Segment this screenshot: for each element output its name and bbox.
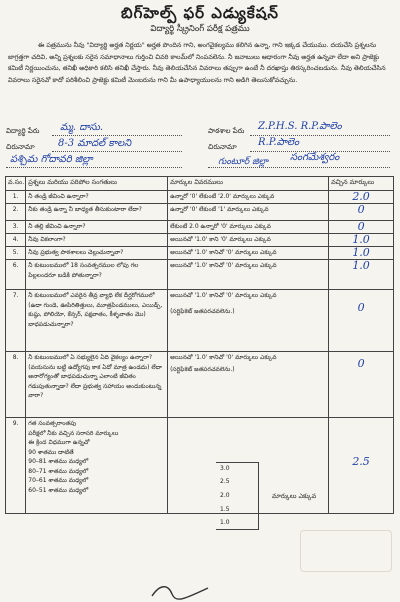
table-row — [6, 290, 394, 352]
signature-mark — [150, 582, 210, 600]
row-marks: అయినచో '1.0' కానిచో '0' మార్కులు ఎక్కువ — [170, 292, 277, 299]
row-question: నీ కుటుంబములో ఏ సభ్యులైన ఏది వైకల్యం ఉన్నారా? (వయసును బట్టి ఉద్యోగపు కాక ఏదో మాత్ర ఉండదు) లేదా అనారోగ్యంతో బాధపడుచున్నా ఎలాంటి జీవితం గడుపుతున్నాడా? లేదా ప్రభుత్వ సహాయం అందుకుంటున్న వారా? — [26, 352, 168, 418]
question-line: 60–51 శాతము మధ్యలో — [28, 486, 89, 494]
row-sno: 3. — [6, 221, 26, 234]
scale-value: 2.5 — [220, 478, 230, 485]
question-line: 70–61 శాతము మధ్యలో — [28, 477, 89, 484]
row-question: నీ తల్లి జీవించి ఉన్నారా? — [26, 221, 168, 234]
question-line: గత సంవత్సరాంతపు — [28, 420, 77, 427]
row-score: 0 — [357, 357, 365, 370]
row-marks-note: (సర్టిఫికెట్ జతపరచవలెను.) — [170, 365, 235, 373]
instructions-paragraph: ఈ పత్రమును నీవు "విద్యార్థి అర్హత నిర్ణయ" అర్హత పొందిన గాని, అంగవైకల్యము కలిగిన ఉన్నా, గాని ఇక్కడ చేయుము. దయచేసి ప్రశ్నలను జాగ్రత్తగా చదివి, అన్ని ప్రశ్నలకు సరైన సమాధానాలు గుర్తించి చివరి కాలమ్‌లో నింపవలెను. నీ జవాబులు ఆధారంగా నీవు అర్హత ఉన్నవా లేదా అని ప్రాజెక్టు కమిటీ నిర్ణయించును, తనిఖీ అధికారి కలిసి తనిఖీ చేస్తారు. నీవు తెలియచేసిన వివరాలు తప్పుగా ఉంటే నీ దరఖాస్తు తిరస్కరించబడును. నీవు తెలియచేసిన వివరాలు సరైనవో కాదో పరిశీలించి ప్రాజెక్టు కమిటీ మెంబరును గాని మీ ఉపాధ్యాయులను గాని అడిగి తెలుసుకోవచ్చును. — [8, 41, 386, 84]
row-sno: 6. — [6, 260, 26, 290]
table-row — [6, 418, 394, 514]
row-sno: 4. — [6, 234, 26, 247]
student-name-value[interactable]: మ్మ. దాసు. — [60, 122, 104, 133]
student-name-line — [52, 135, 182, 136]
address-value2[interactable]: R.P.పాలెం — [258, 137, 300, 148]
row-question: నీవు ప్రభుత్వ పాఠశాలలు చెల్లుచున్నావా? — [26, 247, 168, 260]
row-score-cell[interactable] — [329, 290, 394, 352]
address-value4[interactable]: సంగమేశ్వరం — [290, 152, 340, 163]
header-marks-details: మార్కుల వివరములు — [168, 177, 329, 191]
question-line: పరీక్షలో నీకు వచ్చిన సరాసరి మార్కులు — [28, 429, 119, 437]
row-score-cell[interactable] — [329, 418, 394, 514]
school-name-value[interactable]: Z.P.H.S. R.P.పాలెం — [258, 121, 342, 132]
table-row — [6, 191, 394, 204]
address-line1-value[interactable]: 8-3 మాదల్ కాలని — [58, 138, 132, 149]
row-question-cell — [26, 418, 168, 514]
question-line: ఈ క్రింద విధముగా ఉన్నచో — [28, 439, 90, 446]
row-score: 1.0 — [352, 259, 370, 272]
form-title: బిగ్‌హెల్ప్ ఫర్ ఎడ్యుకేషన్ — [121, 4, 279, 22]
row-score: 2.5 — [352, 455, 370, 468]
official-stamp — [300, 530, 392, 572]
row-marks: ఉన్నారో '0' లేకుంటే '1' మార్కులు ఎక్కువ — [168, 204, 329, 221]
row-marks: అయినచో '1.0' కానిచో '0' మార్కులు ఎక్కువ — [170, 354, 277, 361]
row-marks: లేకుంటే 2.0 ఉన్నారో '0' మార్కులు ఎక్కువ — [168, 221, 329, 234]
address-line-3 — [6, 167, 182, 168]
table-row — [6, 221, 394, 234]
row-sno: 5. — [6, 247, 26, 260]
row-marks: అయినచో '1.0' కానిచో '0' మార్కులు ఎక్కువ — [168, 247, 329, 260]
header-marks-awarded: వచ్చిన మార్కులు — [329, 177, 394, 191]
row-sno: 9. — [6, 418, 26, 514]
table-row — [6, 260, 394, 290]
scale-value: 1.0 — [220, 519, 230, 526]
school-name-label: పాఠశాల పేరు — [208, 127, 245, 135]
row-score-cell[interactable] — [329, 247, 394, 260]
row-question: నీకు తండ్రి ఉన్నా నీ బాధ్యత తీసుకుంటారా లేదా? — [26, 204, 168, 221]
scale-value: 1.5 — [220, 506, 230, 513]
row-sno: 2. — [6, 204, 26, 221]
row-score: 0 — [357, 203, 365, 216]
header-question: ప్రశ్నలు మరియు పరిపోల సంగతులు — [26, 177, 168, 191]
row-score: 1.0 — [352, 233, 370, 246]
score-scale-bracket — [216, 462, 259, 530]
row-question: నీ కుటుంబములో ఎవరైన తీవ్ర వ్యాధి లేక దీర్ఘరోగములో (ఉదా గుండె, ఊపిరితిత్తులు, మూత్రపిండములు, ఎయిడ్స్, కుష్ఠు, పోలియో, కేన్సర్, పక్షవాతం, కీళ్ళవాతం మొ) బాధపడుచున్నారా? — [26, 290, 168, 352]
address-label: చిరునామా — [6, 143, 35, 151]
row-score-cell[interactable] — [329, 260, 394, 290]
student-name-label: విద్యార్థి పేరు — [6, 127, 40, 135]
screening-questions-table — [5, 176, 394, 514]
row-question: నీవు వికలాంగా? — [26, 234, 168, 247]
row-marks: అయినచో '1.0' కాని '0' మార్కులు ఎక్కువ — [168, 234, 329, 247]
school-address-label: చిరునామా — [208, 143, 237, 151]
table-row — [6, 247, 394, 260]
scale-value: 2.0 — [220, 492, 230, 499]
table-row — [6, 204, 394, 221]
header-sno: వ.సం. — [6, 177, 26, 191]
row-marks: అయినచో '1.0' కానిచో '0' మార్కులు ఎక్కువ — [168, 260, 329, 290]
row-score-cell[interactable] — [329, 352, 394, 418]
row-score-cell[interactable] — [329, 204, 394, 221]
address-value5[interactable]: గుంటూర్ జిల్లా — [218, 157, 269, 167]
table-row — [6, 234, 394, 247]
table-row — [6, 352, 394, 418]
row-marks-cell — [168, 290, 329, 352]
row-marks-cell — [168, 352, 329, 418]
row-sno: 1. — [6, 191, 26, 204]
row-score-cell[interactable] — [329, 191, 394, 204]
row-score: 0 — [357, 220, 365, 233]
row-marks-note: (సర్టిఫికెట్ జతపరచవలెను.) — [170, 307, 235, 315]
row-score: 2.0 — [352, 190, 370, 203]
scale-marks-label: మార్కులు ఎక్కువ — [272, 492, 317, 500]
scale-value: 3.0 — [220, 465, 230, 472]
address-line-1 — [52, 151, 182, 152]
address-line3-value[interactable]: పశ్చిమ గోదావరి జిల్లా — [10, 154, 93, 165]
question-line: 90 శాతము దాటితే — [28, 448, 74, 456]
row-sno: 7. — [6, 290, 26, 352]
row-sno: 8. — [6, 352, 26, 418]
row-score-cell[interactable] — [329, 234, 394, 247]
table-header-row — [6, 177, 394, 191]
question-line: 90–81 శాతము మధ్యలో — [28, 458, 89, 465]
row-question: నీ కుటుంబములో 18 సంవత్సరముల లోపు గల పిల్లలందరూ బడికి పోతున్నారా? — [26, 260, 168, 290]
row-question: నీ తండ్రి జీవించి ఉన్నారా? — [26, 191, 168, 204]
row-score: 1.0 — [352, 246, 370, 259]
form-subtitle: విద్యార్థి స్క్రీనింగ్ పరీక్ష పత్రము — [150, 24, 250, 34]
row-marks: ఉన్నారో '0' లేకుంటే '2.0' మార్కులు ఎక్కువ — [168, 191, 329, 204]
question-line: 80–71 శాతము మధ్యలో — [28, 467, 89, 475]
row-score-cell[interactable] — [329, 221, 394, 234]
row-score: 0 — [357, 301, 365, 314]
